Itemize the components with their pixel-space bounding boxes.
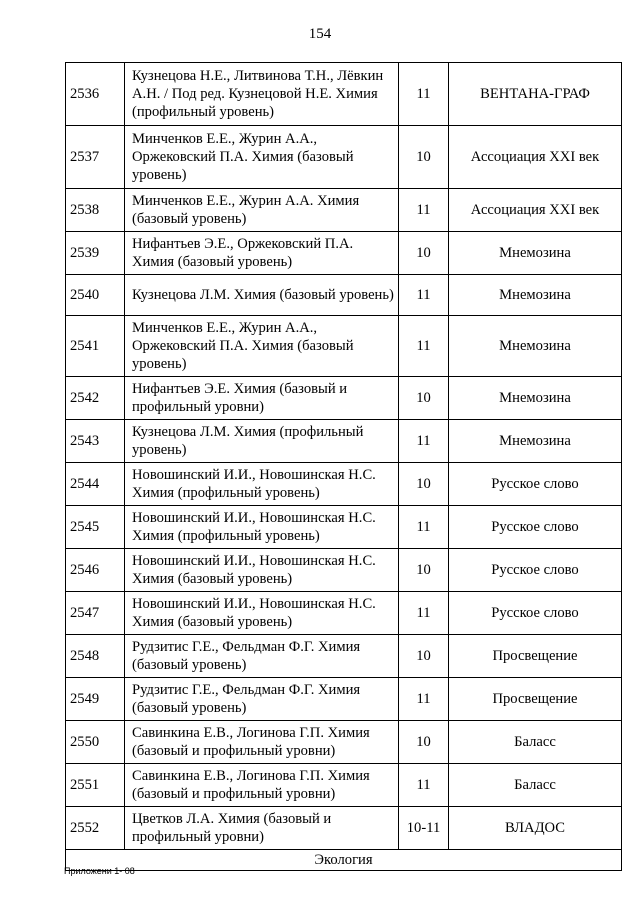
table-row [66,764,622,807]
row-grade: 11 [399,63,449,126]
table-row [66,506,622,549]
row-publisher: Ассоциация XXI век [449,126,622,189]
row-title: Савинкина Е.В., Логинова Г.П. Химия (базовый и профильный уровни) [125,764,399,807]
table-row [66,592,622,635]
row-number: 2546 [66,549,125,592]
row-number: 2550 [66,721,125,764]
row-number: 2539 [66,232,125,275]
row-grade: 11 [399,678,449,721]
row-title: Савинкина Е.В., Логинова Г.П. Химия (базовый и профильный уровни) [125,721,399,764]
row-number: 2536 [66,63,125,126]
row-publisher: Баласс [449,764,622,807]
table-body [66,63,622,871]
row-publisher: Мнемозина [449,232,622,275]
row-publisher: Русское слово [449,463,622,506]
row-title: Минченков Е.Е., Журин А.А., Оржековский П.А. Химия (базовый уровень) [125,126,399,189]
table-row [66,678,622,721]
row-title: Кузнецова Л.М. Химия (профильный уровень) [125,420,399,463]
row-title: Кузнецова Л.М. Химия (базовый уровень) [125,275,399,316]
row-title: Минченков Е.Е., Журин А.А., Оржековский П.А. Химия (базовый уровень) [125,316,399,377]
row-grade: 10 [399,549,449,592]
row-grade: 10 [399,635,449,678]
row-grade: 11 [399,275,449,316]
row-title: Кузнецова Н.Е., Литвинова Т.Н., Лёвкин А.Н. / Под ред. Кузнецовой Н.Е. Химия (профильный уровень) [125,63,399,126]
row-grade: 11 [399,420,449,463]
footer-note: Приложени 1- 08 [64,866,135,876]
row-publisher: ВЛАДОС [449,807,622,850]
row-number: 2538 [66,189,125,232]
row-number: 2537 [66,126,125,189]
row-grade: 11 [399,506,449,549]
row-title: Рудзитис Г.Е., Фельдман Ф.Г. Химия (базовый уровень) [125,678,399,721]
row-number: 2549 [66,678,125,721]
row-grade: 10-11 [399,807,449,850]
row-grade: 10 [399,463,449,506]
row-publisher: Мнемозина [449,275,622,316]
row-publisher: Мнемозина [449,377,622,420]
table-row [66,420,622,463]
row-title: Минченков Е.Е., Журин А.А. Химия (базовый уровень) [125,189,399,232]
row-title: Новошинский И.И., Новошинская Н.С. Химия (базовый уровень) [125,592,399,635]
row-number: 2540 [66,275,125,316]
row-number: 2551 [66,764,125,807]
table-row [66,232,622,275]
table-row [66,463,622,506]
row-publisher: Ассоциация XXI век [449,189,622,232]
row-grade: 11 [399,764,449,807]
page-number: 154 [308,26,332,42]
table-row [66,807,622,850]
row-grade: 10 [399,232,449,275]
table-row [66,316,622,377]
row-publisher: Просвещение [449,635,622,678]
row-publisher: Мнемозина [449,420,622,463]
row-grade: 10 [399,377,449,420]
row-grade: 11 [399,592,449,635]
row-publisher: Русское слово [449,506,622,549]
row-grade: 10 [399,126,449,189]
row-publisher: Просвещение [449,678,622,721]
table-row [66,635,622,678]
row-title: Новошинский И.И., Новошинская Н.С. Химия (профильный уровень) [125,463,399,506]
table-row [66,275,622,316]
table-row [66,63,622,126]
row-publisher: Баласс [449,721,622,764]
row-grade: 11 [399,189,449,232]
row-number: 2543 [66,420,125,463]
row-number: 2552 [66,807,125,850]
row-publisher: ВЕНТАНА-ГРАФ [449,63,622,126]
row-publisher: Русское слово [449,592,622,635]
row-grade: 10 [399,721,449,764]
row-title: Новошинский И.И., Новошинская Н.С. Химия (базовый уровень) [125,549,399,592]
table-row [66,377,622,420]
row-number: 2542 [66,377,125,420]
row-title: Нифантьев Э.Е., Оржековский П.А. Химия (базовый уровень) [125,232,399,275]
row-number: 2544 [66,463,125,506]
row-title: Нифантьев Э.Е. Химия (базовый и профильный уровни) [125,377,399,420]
row-number: 2545 [66,506,125,549]
row-title: Цветков Л.А. Химия (базовый и профильный уровни) [125,807,399,850]
table-row [66,549,622,592]
row-number: 2541 [66,316,125,377]
row-number: 2547 [66,592,125,635]
textbook-table [65,62,622,871]
section-heading: Экология [66,850,622,871]
row-grade: 11 [399,316,449,377]
row-title: Рудзитис Г.Е., Фельдман Ф.Г. Химия (базовый уровень) [125,635,399,678]
table-row [66,126,622,189]
section-row [66,850,622,871]
table-row [66,189,622,232]
row-title: Новошинский И.И., Новошинская Н.С. Химия (профильный уровень) [125,506,399,549]
row-number: 2548 [66,635,125,678]
row-publisher: Русское слово [449,549,622,592]
table-row [66,721,622,764]
row-publisher: Мнемозина [449,316,622,377]
